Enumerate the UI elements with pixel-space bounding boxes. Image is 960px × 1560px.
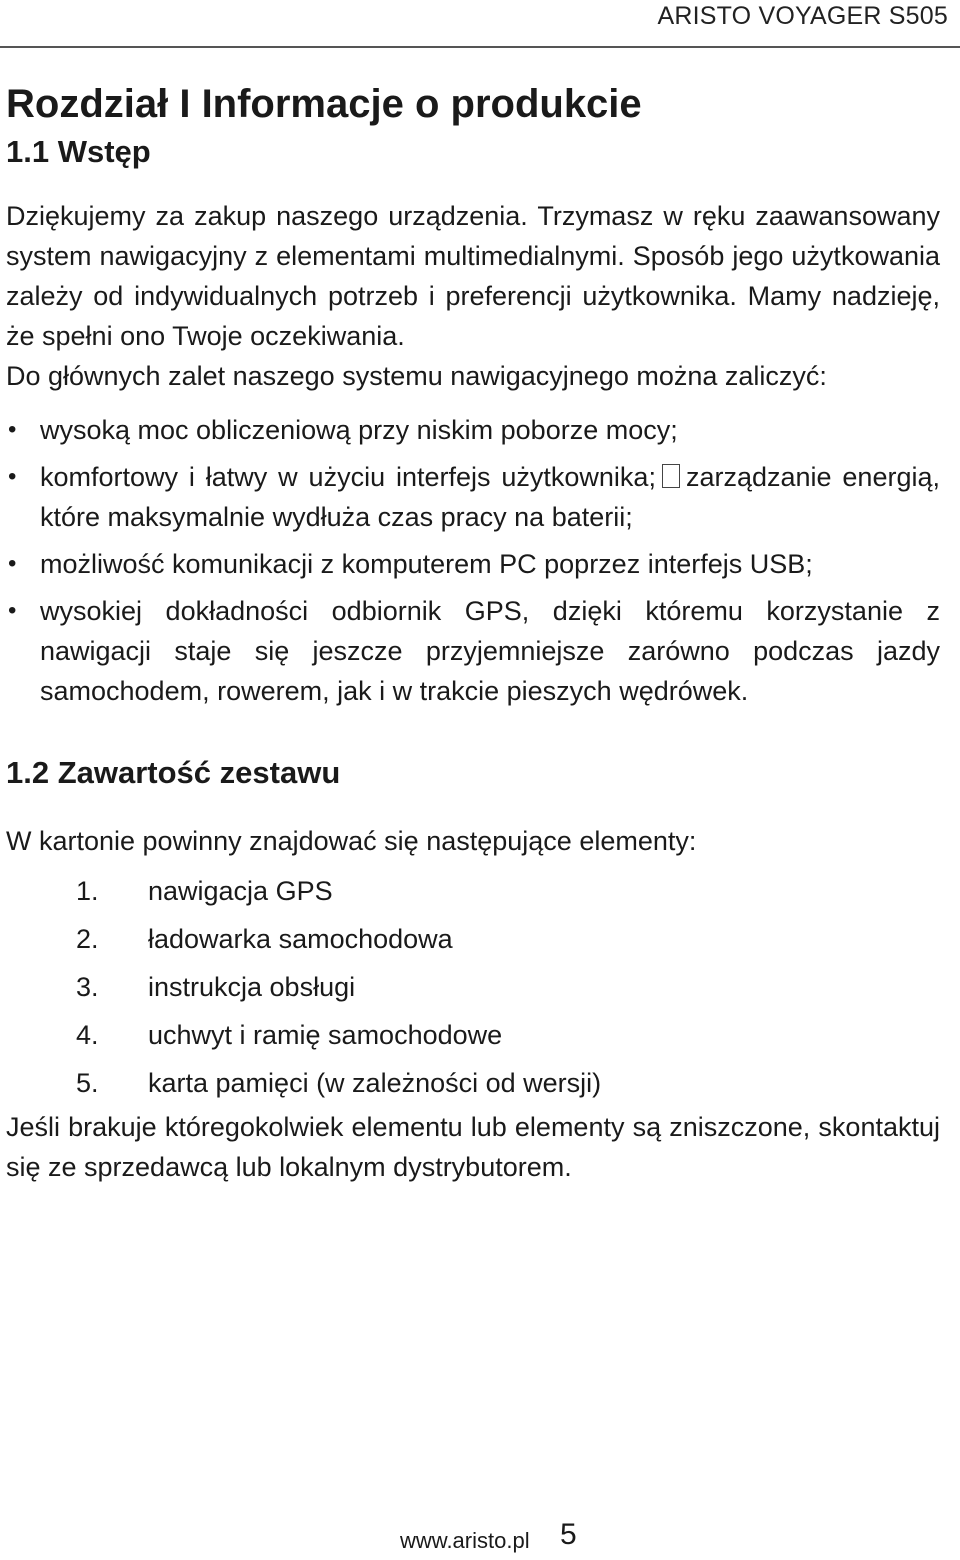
list-item (6, 591, 940, 711)
chapter-title: Rozdział I Informacje o produkcie (6, 82, 642, 126)
page-number: 5 (560, 1518, 577, 1551)
bullet-icon: • (8, 597, 17, 624)
list-item-text: komfortowy i łatwy w użyciu interfejs użytkownika; (40, 462, 656, 492)
list-item (6, 1059, 940, 1107)
bullet-icon: • (8, 416, 17, 443)
item-text: uchwyt i ramię samochodowe (148, 1020, 503, 1050)
item-text: ładowarka samochodowa (148, 924, 453, 954)
list-item (6, 963, 940, 1011)
item-number: 4. (76, 1020, 99, 1050)
list-item (6, 544, 940, 584)
section-title-intro: 1.1 Wstęp (6, 134, 151, 169)
page-footer (400, 1518, 600, 1558)
section-title-contents: 1.2 Zawartość zestawu (6, 755, 341, 790)
footer-url: www.aristo.pl (400, 1528, 530, 1553)
list-item (6, 457, 940, 537)
item-text: nawigacja GPS (148, 876, 333, 906)
advantages-list (6, 410, 940, 711)
list-item-text: wysoką moc obliczeniową przy niskim poborze mocy; (40, 415, 678, 445)
list-item (6, 867, 940, 915)
bullet-icon: • (8, 550, 17, 577)
contents-intro: W kartonie powinny znajdować się następujące elementy: (6, 826, 697, 856)
closing-paragraph: Jeśli brakuje któregokolwiek elementu lub elementy są zniszczone, skontaktuj się ze sprzedawcą lub lokalnym dystrybutorem. (6, 1112, 940, 1182)
header-title: ARISTO VOYAGER S505 (657, 2, 948, 30)
list-item-text: zarządzanie energią, które maksymalnie wydłuża czas pracy na baterii; (40, 462, 940, 532)
page-content (6, 78, 940, 1187)
contents-list (6, 867, 940, 1107)
item-number: 5. (76, 1068, 99, 1098)
list-item (6, 915, 940, 963)
list-item-text: możliwość komunikacji z komputerem PC poprzez interfejs USB; (40, 549, 813, 579)
intro-paragraph: Dziękujemy za zakup naszego urządzenia. Trzymasz w ręku zaawansowany system nawigacyjny z elementami multimedialnymi. Sposób jego użytkowania zależy od indywidualnych potrzeb i preferencji użytkownika. Mamy nadzieję, że spełni ono Twoje oczekiwania. (6, 201, 940, 351)
list-item-text: wysokiej dokładności odbiornik GPS, dzięki któremu korzystanie z nawigacji staje się jeszcze przyjemniejsze zarówno podczas jazdy samochodem, rowerem, jak i w trakcie pieszych wędrówek. (40, 596, 940, 706)
item-text: karta pamięci (w zależności od wersji) (148, 1068, 602, 1098)
item-text: instrukcja obsługi (148, 972, 356, 1002)
item-number: 3. (76, 972, 99, 1002)
bullet-icon: • (8, 463, 17, 490)
advantages-intro: Do głównych zalet naszego systemu nawigacyjnego można zaliczyć: (6, 361, 827, 391)
list-item (6, 1011, 940, 1059)
item-number: 1. (76, 876, 99, 906)
page-header (0, 0, 960, 48)
missing-glyph-icon (662, 464, 680, 488)
list-item (6, 410, 940, 450)
item-number: 2. (76, 924, 99, 954)
